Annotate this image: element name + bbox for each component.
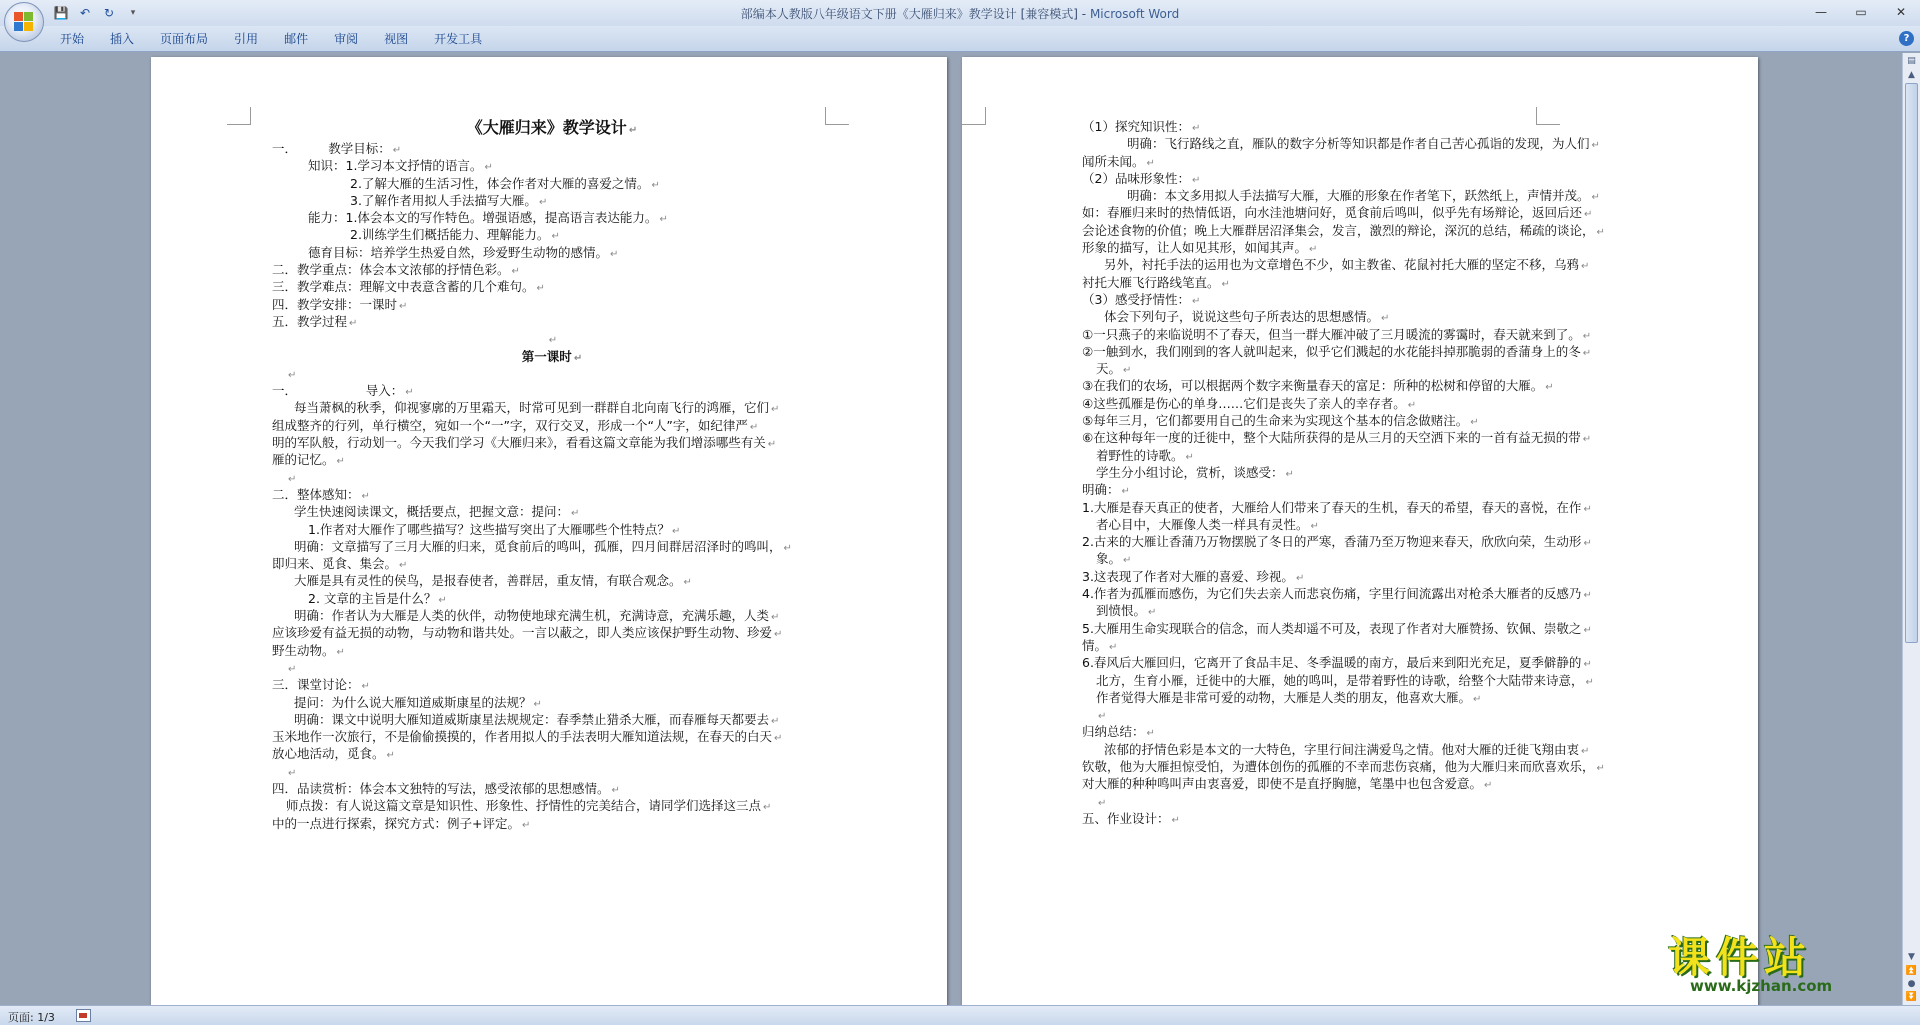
paragraph: 到愤恨。 ↵ xyxy=(1082,602,1642,619)
page-count[interactable]: 页面: 1/3 xyxy=(8,1011,55,1024)
tab-references[interactable]: 引用 xyxy=(234,32,259,46)
paragraph: 6.春风后大雁回归，它离开了食品丰足、冬季温暖的南方，最后来到阳光充足，夏季僻静的 ↵ xyxy=(1082,654,1642,671)
paragraph: 每当萧枫的秋季，仰视寥廓的万里霜天，时常可见到一群群自北向南飞行的鸿雁，它们 ↵ xyxy=(272,399,832,416)
customize-qat-icon[interactable]: ▾ xyxy=(130,8,136,18)
watermark-logo xyxy=(1668,925,1908,997)
paragraph: 四．教学安排：一课时 ↵ xyxy=(272,296,832,313)
paragraph: （2）品味形象性： ↵ xyxy=(1082,170,1642,187)
paragraph: 北方，生育小雁，迁徙中的大雁，她的鸣叫，是带着野性的诗歌，给整个大陆带来诗意， ↵ xyxy=(1082,672,1642,689)
window-title xyxy=(0,5,1920,22)
paragraph: 体会下列句子，说说这些句子所表达的思想感情。 ↵ xyxy=(1082,308,1642,325)
tab-mailings[interactable]: 邮件 xyxy=(284,32,309,46)
paragraph: 德育目标：培养学生热爱自然，珍爱野生动物的感情。 ↵ xyxy=(272,244,832,261)
paragraph: 玉米地作一次旅行，不是偷偷摸摸的，作者用拟人的手法表明大雁知道法规，在春天的白天 ↵ xyxy=(272,728,832,745)
paragraph: 钦敬，他为大雁担惊受怕，为遭体创伤的孤雁的不幸而悲伤哀痛，他为大雁归来而欣喜欢乐， ↵ xyxy=(1082,758,1642,775)
next-page-icon[interactable]: ⏬ xyxy=(1905,992,1918,1002)
paragraph xyxy=(272,659,832,676)
tab-page-layout[interactable]: 页面布局 xyxy=(160,32,209,46)
paragraph: 归纳总结： ↵ xyxy=(1082,723,1642,740)
crop-mark xyxy=(962,107,986,125)
paragraph xyxy=(272,330,832,347)
paragraph: 象。 ↵ xyxy=(1082,550,1642,567)
paragraph: 情。 ↵ xyxy=(1082,637,1642,654)
section-heading: 第一课时 ↵ xyxy=(272,348,832,365)
paragraph: 4.作者为孤雁而感伤，为它们失去亲人而悲哀伤痛，字里行间流露出对枪杀大雁者的反感乃 ↵ xyxy=(1082,585,1642,602)
paragraph: 明确：课文中说明大雁知道威斯康星法规规定：春季禁止猎杀大雁，而春雁每天都要去 ↵ xyxy=(272,711,832,728)
document-page-2 xyxy=(962,57,1758,1005)
paragraph: 一． 教学目标： ↵ xyxy=(272,140,832,157)
title-bar xyxy=(0,0,1920,26)
paragraph: 明的军队般，行动划一。今天我们学习《大雁归来》，看看这篇文章能为我们增添哪些有关 ↵ xyxy=(272,434,832,451)
paragraph: ⑤每年三月，它们都要用自己的生命来为实现这个基本的信念做赌注。 ↵ xyxy=(1082,412,1642,429)
paragraph: 三．教学难点：理解文中表意含蓄的几个难句。 ↵ xyxy=(272,278,832,295)
document-page-1 xyxy=(151,57,947,1005)
paragraph: ②一触到水，我们刚到的客人就叫起来，似乎它们溅起的水花能抖掉那脆弱的香蒲身上的冬 ↵ xyxy=(1082,343,1642,360)
document-area xyxy=(0,53,1902,1005)
paragraph: 作者觉得大雁是非常可爱的动物，大雁是人类的朋友，他喜欢大雁。 ↵ xyxy=(1082,689,1642,706)
paragraph xyxy=(272,469,832,486)
minimize-button[interactable]: — xyxy=(1815,5,1827,19)
paragraph: 着野性的诗歌。 ↵ xyxy=(1082,447,1642,464)
paragraph: 一． 导入： ↵ xyxy=(272,382,832,399)
tab-view[interactable]: 视图 xyxy=(384,32,409,46)
paragraph: 明确： ↵ xyxy=(1082,481,1642,498)
crop-mark xyxy=(227,107,251,125)
help-icon[interactable]: ? xyxy=(1899,31,1914,46)
paragraph: 中的一点进行探索，探究方式：例子+评定。 ↵ xyxy=(272,815,832,832)
paragraph: 知识：1.学习本文抒情的语言。 ↵ xyxy=(272,157,832,174)
redo-icon[interactable]: ↻ xyxy=(103,6,115,20)
office-logo-icon xyxy=(14,12,34,32)
paragraph: ③在我们的农场，可以根据两个数字来衡量春天的富足：所种的松树和停留的大雁。 ↵ xyxy=(1082,377,1642,394)
paragraph: 另外，衬托手法的运用也为文章增色不少，如主教雀、花鼠衬托大雁的坚定不移，乌鸦 ↵ xyxy=(1082,256,1642,273)
document-title: 部编本人教版八年级语文下册《大雁归来》教学设计 [兼容模式] xyxy=(740,7,1078,21)
paragraph: 2.训练学生们概括能力、理解能力。 ↵ xyxy=(272,226,832,243)
tab-insert[interactable]: 插入 xyxy=(110,32,135,46)
paragraph xyxy=(272,763,832,780)
paragraph: 者心目中，大雁像人类一样具有灵性。 ↵ xyxy=(1082,516,1642,533)
paragraph: 提问：为什么说大雁知道威斯康星的法规？ ↵ xyxy=(272,694,832,711)
paragraph: 3.了解作者用拟人手法描写大雁。 ↵ xyxy=(272,192,832,209)
tab-review[interactable]: 审阅 xyxy=(334,32,359,46)
paragraph: 明确：飞行路线之直，雁队的数字分析等知识都是作者自己苦心孤诣的发现，为人们 ↵ xyxy=(1082,135,1642,152)
status-bar xyxy=(0,1005,1920,1025)
paragraph xyxy=(1082,706,1642,723)
close-button[interactable]: ✕ xyxy=(1895,5,1907,19)
ruler-toggle-icon[interactable]: ▤ xyxy=(1907,56,1916,66)
macro-record-icon[interactable] xyxy=(76,1009,91,1022)
paragraph: 即归来、觅食、集会。 ↵ xyxy=(272,555,832,572)
paragraph: 明确：作者认为大雁是人类的伙伴，动物使地球充满生机，充满诗意，充满乐趣，人类 ↵ xyxy=(272,607,832,624)
paragraph: 三．课堂讨论： ↵ xyxy=(272,676,832,693)
paragraph: 大雁是具有灵性的侯鸟，是报春使者，善群居，重友情，有联合观念。 ↵ xyxy=(272,572,832,589)
document-heading: 《大雁归来》教学设计 ↵ xyxy=(272,118,832,138)
paragraph: 五、作业设计： ↵ xyxy=(1082,810,1642,827)
save-icon[interactable]: 💾 xyxy=(53,6,69,20)
paragraph: 2.古来的大雁让香蒲乃万物摆脱了冬日的严寒，香蒲乃至万物迎来春天，欣欣向荣，生动形 ↵ xyxy=(1082,533,1642,550)
paragraph: 3.这表现了作者对大雁的喜爱、珍视。 ↵ xyxy=(1082,568,1642,585)
paragraph: 四．品读赏析：体会本文独特的写法，感受浓郁的思想感情。 ↵ xyxy=(272,780,832,797)
watermark-text: 课件站 xyxy=(1668,933,1813,982)
window-controls xyxy=(1808,3,1914,21)
office-button[interactable] xyxy=(4,2,44,42)
paragraph: 浓郁的抒情色彩是本文的一大特色，字里行间注满爱鸟之情。他对大雁的迁徙飞翔由衷 ↵ xyxy=(1082,741,1642,758)
ribbon xyxy=(0,26,1920,52)
paragraph: 1.作者对大雁作了哪些描写？这些描写突出了大雁哪些个性特点？ ↵ xyxy=(272,521,832,538)
tab-home[interactable]: 开始 xyxy=(60,32,85,46)
paragraph: 雁的记忆。 ↵ xyxy=(272,451,832,468)
paragraph: ④这些孤雁是伤心的单身……它们是丧失了亲人的幸存者。 ↵ xyxy=(1082,395,1642,412)
paragraph: 会论述食物的价值；晚上大雁群居沼泽集会，发言，激烈的辩论，深沉的总结，稀疏的谈论， ↵ xyxy=(1082,222,1642,239)
paragraph: 二．教学重点：体会本文浓郁的抒情色彩。 ↵ xyxy=(272,261,832,278)
undo-icon[interactable]: ↶ xyxy=(79,6,91,20)
paragraph: （3）感受抒情性： ↵ xyxy=(1082,291,1642,308)
paragraph: 五．教学过程 ↵ xyxy=(272,313,832,330)
watermark-url: www.kjzhan.com xyxy=(1690,977,1833,995)
paragraph: ①一只燕子的来临说明不了春天，但当一群大雁冲破了三月暖流的雾霭时，春天就来到了。 ↵ xyxy=(1082,326,1642,343)
paragraph: 放心地活动，觅食。 ↵ xyxy=(272,745,832,762)
title-separator: - xyxy=(1077,7,1090,21)
paragraph: 二．整体感知： ↵ xyxy=(272,486,832,503)
paragraph: 天。 ↵ xyxy=(1082,360,1642,377)
paragraph: 应该珍爱有益无损的动物，与动物和谐共处。一言以蔽之，即人类应该保护野生动物、珍爱 ↵ xyxy=(272,624,832,641)
app-name: Microsoft Word xyxy=(1089,7,1180,21)
tab-developer[interactable]: 开发工具 xyxy=(434,32,483,46)
select-browse-object-icon[interactable]: ● xyxy=(1907,979,1916,989)
previous-page-icon[interactable]: ⏫ xyxy=(1905,966,1918,976)
paragraph: 如：春雁归来时的热情低语，向水洼池塘问好，觅食前后鸣叫，似乎先有场辩论，返回后还 ↵ xyxy=(1082,204,1642,221)
paragraph: 1.大雁是春天真正的使者，大雁给人们带来了春天的生机，春天的希望，春天的喜悦，在作 ↵ xyxy=(1082,499,1642,516)
paragraph: ⑥在这种每年一度的迁徙中，整个大陆所获得的是从三月的天空洒下来的一首有益无损的带 ↵ xyxy=(1082,429,1642,446)
paragraph: 组成整齐的行列，单行横空，宛如一个“一”字，双行交叉，形成一个“人”字，如纪律严 ↵ xyxy=(272,417,832,434)
paragraph: 学生快速阅读课文，概括要点，把握文意：提问： ↵ xyxy=(272,503,832,520)
paragraph: 师点拨：有人说这篇文章是知识性、形象性、抒情性的完美结合，请同学们选择这三点 ↵ xyxy=(272,797,832,814)
page-1-text[interactable] xyxy=(272,118,832,832)
paragraph: 5.大雁用生命实现联合的信念，而人类却遥不可及，表现了作者对大雁赞扬、钦佩、崇敬之 ↵ xyxy=(1082,620,1642,637)
paragraph: （1）探究知识性： ↵ xyxy=(1082,118,1642,135)
paragraph: 明确：本文多用拟人手法描写大雁，大雁的形象在作者笔下，跃然纸上，声情并茂。 ↵ xyxy=(1082,187,1642,204)
paragraph: 形象的描写，让人如见其形，如闻其声。 ↵ xyxy=(1082,239,1642,256)
paragraph: 野生动物。 ↵ xyxy=(272,642,832,659)
paragraph: 对大雁的种种鸣叫声由衷喜爱，即使不是直抒胸臆，笔墨中也包含爱意。 ↵ xyxy=(1082,775,1642,792)
scroll-up-icon[interactable]: ▲ xyxy=(1908,70,1915,80)
vertical-scrollbar[interactable] xyxy=(1902,53,1920,1005)
paragraph: 2.了解大雁的生活习性，体会作者对大雁的喜爱之情。 ↵ xyxy=(272,175,832,192)
scroll-thumb[interactable] xyxy=(1905,83,1918,643)
scroll-down-icon[interactable]: ▼ xyxy=(1908,952,1915,962)
paragraph: 能力：1.体会本文的写作特色。增强语感，提高语言表达能力。 ↵ xyxy=(272,209,832,226)
paragraph: 衬托大雁飞行路线笔直。 ↵ xyxy=(1082,274,1642,291)
paragraph xyxy=(272,365,832,382)
paragraph: 2. 文章的主旨是什么？ ↵ xyxy=(272,590,832,607)
ribbon-tabs xyxy=(58,30,495,48)
page-2-text[interactable] xyxy=(1082,118,1642,827)
paragraph: 明确：文章描写了三月大雁的归来，觅食前后的鸣叫，孤雁，四月间群居沼泽时的鸣叫， ↵ xyxy=(272,538,832,555)
maximize-button[interactable]: ▭ xyxy=(1855,5,1867,19)
paragraph xyxy=(1082,793,1642,810)
paragraph: 学生分小组讨论，赏析，谈感受： ↵ xyxy=(1082,464,1642,481)
paragraph: 闻所未闻。 ↵ xyxy=(1082,153,1642,170)
